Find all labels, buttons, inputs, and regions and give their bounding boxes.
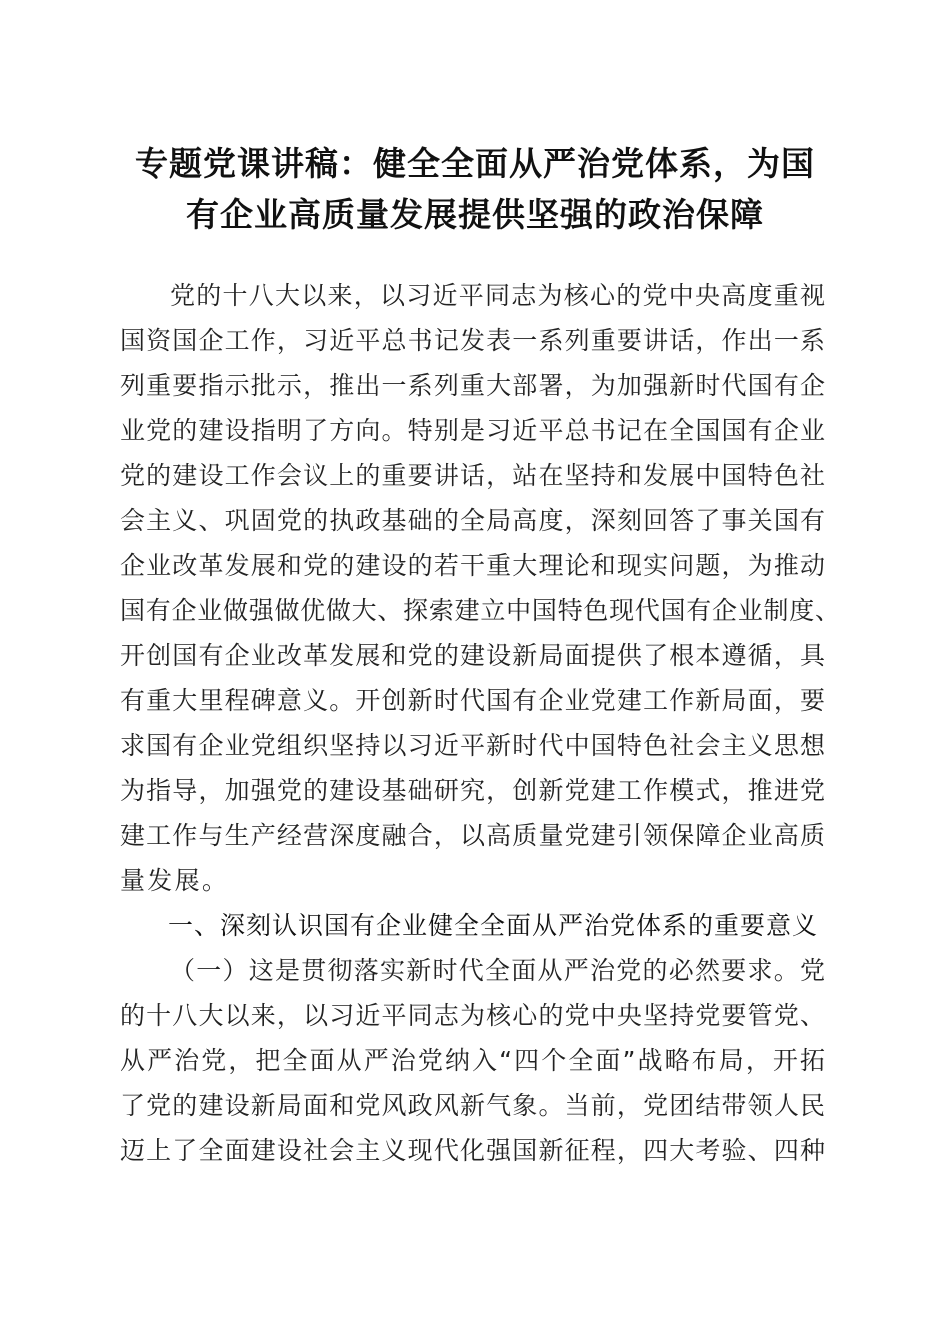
paragraph-line: 会主义、巩固党的执政基础的全局高度，深刻回答了事关国有 xyxy=(120,506,825,535)
document-title-line-1: 专题党课讲稿：健全全面从严治党体系，为国 xyxy=(135,144,815,183)
document-title-line-2: 有企业高质量发展提供坚强的政治保障 xyxy=(186,195,764,234)
paragraph-line: 求国有企业党组织坚持以习近平新时代中国特色社会主义思想 xyxy=(120,731,825,760)
paragraph-line: 国资国企工作，习近平总书记发表一系列重要讲话，作出一系 xyxy=(120,326,825,355)
paragraph-line: 的十八大以来，以习近平同志为核心的党中央坚持党要管党、 xyxy=(120,1001,825,1030)
paragraph-line: 为指导，加强党的建设基础研究，创新党建工作模式，推进党 xyxy=(120,776,825,805)
paragraph-line: 业党的建设指明了方向。特别是习近平总书记在全国国有企业 xyxy=(120,416,825,445)
paragraph-line: （一）这是贯彻落实新时代全面从严治党的必然要求。党 xyxy=(170,956,825,985)
paragraph-line: 量发展。 xyxy=(120,866,230,895)
paragraph-line: 迈上了全面建设社会主义现代化强国新征程，四大考验、四种 xyxy=(120,1136,825,1165)
paragraph-line: 列重要指示批示，推出一系列重大部署，为加强新时代国有企 xyxy=(120,371,825,400)
paragraph-line: 国有企业做强做优做大、探索建立中国特色现代国有企业制度、 xyxy=(120,596,840,625)
section-heading: 一、深刻认识国有企业健全全面从严治党体系的重要意义 xyxy=(168,911,819,940)
paragraph-line: 从严治党，把全面从严治党纳入“四个全面”战略布局，开拓 xyxy=(120,1046,825,1075)
paragraph-line: 党的十八大以来，以习近平同志为核心的党中央高度重视 xyxy=(170,281,825,310)
paragraph-line: 有重大里程碑意义。开创新时代国有企业党建工作新局面，要 xyxy=(120,686,825,715)
paragraph-line: 了党的建设新局面和党风政风新气象。当前，党团结带领人民 xyxy=(120,1091,825,1120)
paragraph-line: 开创国有企业改革发展和党的建设新局面提供了根本遵循，具 xyxy=(120,641,825,670)
paragraph-line: 企业改革发展和党的建设的若干重大理论和现实问题，为推动 xyxy=(120,551,825,580)
paragraph-line: 建工作与生产经营深度融合，以高质量党建引领保障企业高质 xyxy=(120,821,825,850)
paragraph-line: 党的建设工作会议上的重要讲话，站在坚持和发展中国特色社 xyxy=(120,461,825,490)
